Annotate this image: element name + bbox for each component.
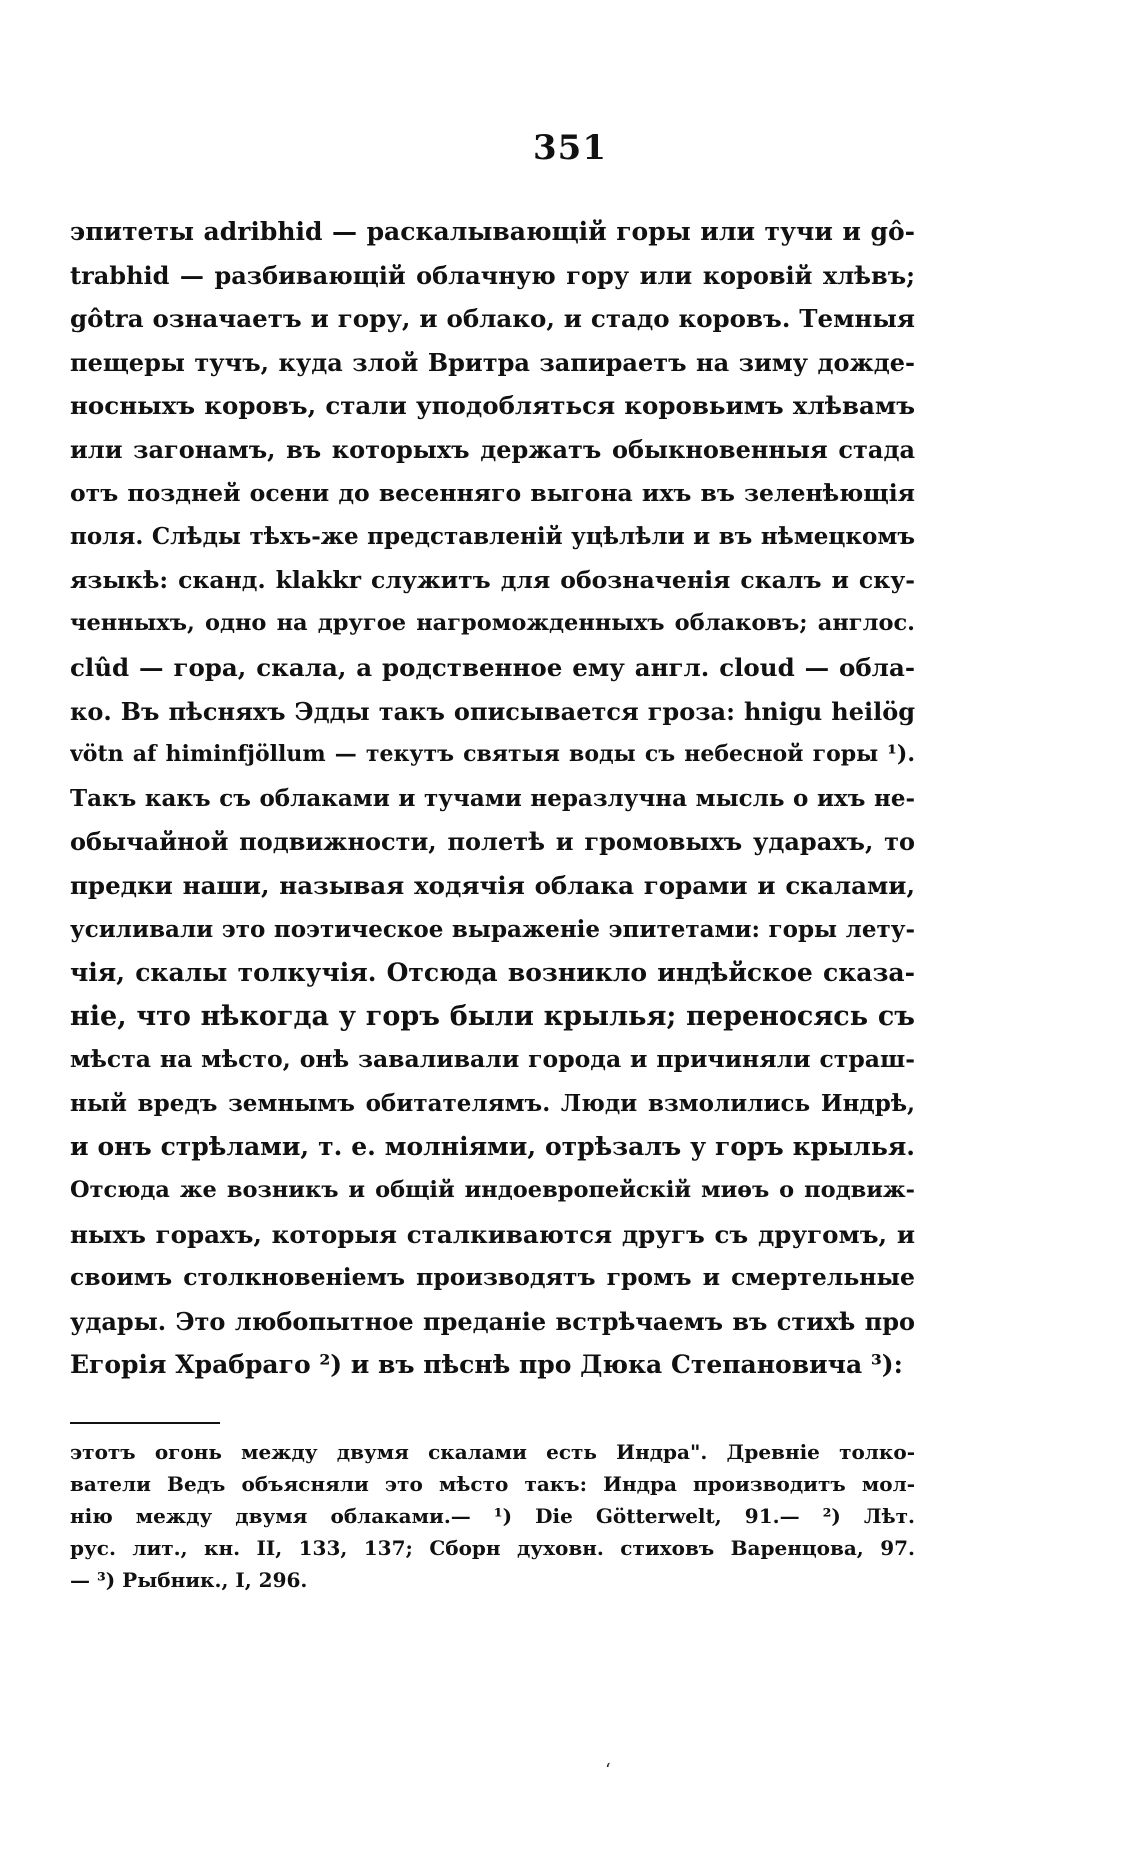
footnote-divider — [70, 1422, 220, 1424]
text-line: vötn af himinfjöllum — текутъ святыя воды съ небесной горы ¹). — [70, 741, 915, 768]
text-line: Отсюда же возникъ и общій индоевропейскій миѳъ о подвиж- — [70, 1177, 915, 1204]
text-line: эпитеты adribhid — раскалывающій горы или тучи и gô- — [70, 217, 915, 246]
text-line: удары. Это любопытное преданіе встрѣчаемъ въ стихѣ про — [70, 1306, 915, 1336]
stray-mark: ʻ — [605, 1760, 611, 1781]
text-line: языкѣ: сканд. klakkr служитъ для обозначенія скалъ и ску- — [70, 565, 915, 594]
main-text — [70, 210, 915, 1387]
footnotes — [70, 1436, 915, 1596]
text-line: своимъ столкновеніемъ производятъ громъ и смертельные — [70, 1263, 915, 1292]
text-line: усиливали это поэтическое выраженіе эпитетами: горы лету- — [70, 915, 915, 943]
text-line: ніе, что нѣкогда у горъ были крылья; переносясь съ — [70, 1000, 915, 1032]
text-line: отъ поздней осени до весенняго выгона ихъ въ зеленѣющія — [70, 478, 915, 507]
footnote-line: — ³) Рыбник., I, 296. — [70, 1568, 308, 1592]
text-line: и онъ стрѣлами, т. е. молніями, отрѣзалъ у горъ крылья. — [70, 1132, 915, 1162]
text-line: ныхъ горахъ, которыя сталкиваются другъ съ другомъ, и — [70, 1219, 915, 1249]
text-line: предки наши, называя ходячія облака горами и скалами, — [70, 870, 915, 900]
text-line: мѣста на мѣсто, онѣ заваливали города и причиняли страш- — [70, 1045, 915, 1074]
page-number: 351 — [533, 128, 607, 168]
text-line: носныхъ коровъ, стали уподобляться коровьимъ хлѣвамъ — [70, 391, 915, 421]
text-line: или загонамъ, въ которыхъ держатъ обыкновенныя стада — [70, 434, 915, 464]
text-line: чія, скалы толкучія. Отсюда возникло индѣйское сказа- — [70, 958, 915, 988]
text-line: ченныхъ, одно на другое нагроможденныхъ облаковъ; англос. — [70, 610, 915, 637]
text-line: trabhid — разбивающій облачную гору или коровій хлѣвъ; — [70, 260, 915, 290]
text-line: поля. Слѣды тѣхъ-же представленій уцѣлѣли и въ нѣмецкомъ — [70, 523, 915, 551]
text-line: Егорія Храбраго ²) и въ пѣснѣ про Дюка Степановича ³): — [70, 1350, 903, 1380]
text-line: Такъ какъ съ облаками и тучами неразлучна мысль о ихъ не- — [70, 784, 915, 812]
footnote-line: ватели Ведъ объясняли это мѣсто такъ: Индра производитъ мол- — [70, 1472, 915, 1496]
text-line: ный вредъ земнымъ обитателямъ. Люди взмолились Индрѣ, — [70, 1089, 915, 1117]
footnote-line: этотъ огонь между двумя скалами есть Индра". Древніе толко- — [70, 1440, 915, 1464]
text-line: clûd — гора, скала, а родственное ему англ. cloud — обла- — [70, 652, 915, 682]
footnote-line: нію между двумя облаками.— ¹) Die Götterwelt, 91.— ²) Лѣт. — [70, 1504, 915, 1528]
text-line: пещеры тучъ, куда злой Вритра запираетъ на зиму дожде- — [70, 347, 915, 377]
text-line: ко. Въ пѣсняхъ Эдды такъ описывается гроза: hnigu heilög — [70, 696, 915, 726]
footnote-line: рус. лит., кн. II, 133, 137; Сборн духовн. стиховъ Варенцова, 97. — [70, 1536, 915, 1560]
text-line: gôtra означаетъ и гору, и облако, и стадо коровъ. Темныя — [70, 304, 915, 334]
text-line: обычайной подвижности, полетѣ и громовыхъ ударахъ, то — [70, 827, 915, 857]
